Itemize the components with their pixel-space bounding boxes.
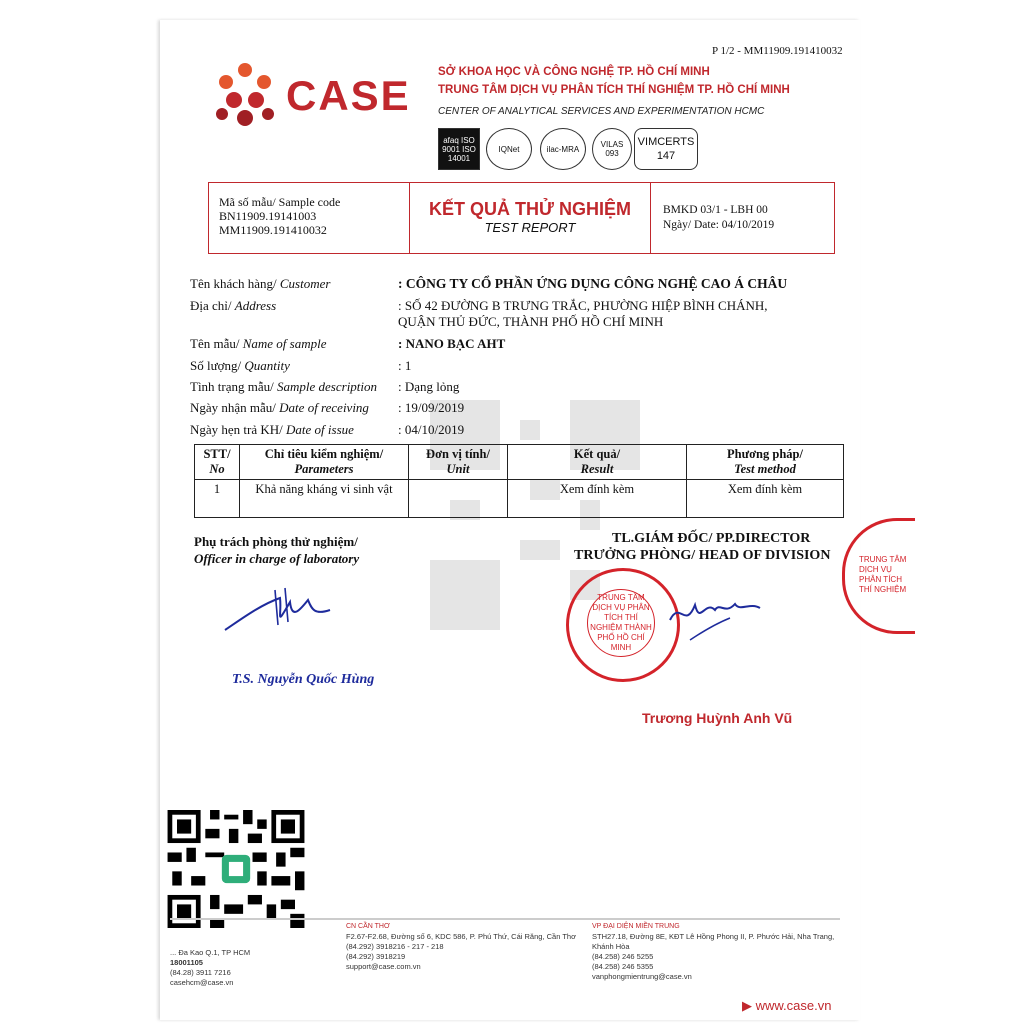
quantity-label: Số lượng/ Quantity: [190, 358, 290, 373]
address-label: Địa chỉ/ Address: [190, 298, 277, 313]
footer-central-phone: (84.258) 246 5255: [592, 952, 654, 961]
partial-stamp-text: TRUNG TÂM DỊCH VỤ PHÂN TÍCH THÍ NGHIỆM: [859, 555, 907, 594]
org-line-2: TRUNG TÂM DỊCH VỤ PHÂN TÍCH THÍ NGHIỆM TP. HỒ CHÍ MINH: [438, 84, 790, 96]
footer-col-hcm: [170, 948, 340, 988]
sample-code-label: Mã số mẫu/ Sample code: [219, 195, 341, 209]
col-header-method: Phương pháp/ Test method: [687, 445, 844, 480]
footer-hcm-email: casehcm@case.vn: [170, 978, 234, 987]
org-line-3: CENTER OF ANALYTICAL SERVICES AND EXPERIMENTATION HCMC: [438, 106, 765, 117]
address-value-2: QUẬN THỦ ĐỨC, THÀNH PHỐ HỒ CHÍ MINH: [398, 314, 664, 329]
form-code: BMKD 03/1 - LBH 00: [663, 204, 768, 216]
sample-name-value: : NANO BẠC AHT: [398, 336, 506, 351]
ilac-cert-logo: ilac-MRA: [540, 128, 586, 170]
cell-unit: [409, 480, 508, 518]
sample-code-block: [219, 195, 340, 237]
lab-officer-signature-icon: [220, 580, 340, 640]
date-receiving-value: : 19/09/2019: [398, 400, 465, 415]
partial-stamp-icon: [842, 518, 915, 634]
page-number: P 1/2 - MM11909.191410032: [712, 45, 843, 57]
footer-cantho-address: F2.67-F2.68, Đường số 6, KDC 586, P. Phú Thứ, Cái Răng, Cần Thơ: [346, 932, 576, 941]
website-link[interactable]: ▶ www.case.vn: [742, 998, 832, 1013]
footer-central-email: vanphongmientrung@case.vn: [592, 972, 692, 981]
col-header-no: STT/ No: [195, 445, 240, 480]
form-info-block: [663, 203, 774, 233]
footer-cantho-phone: (84.292) 3918216 - 217 - 218: [346, 942, 444, 951]
report-date: Ngày/ Date: 04/10/2019: [663, 219, 775, 231]
footer-hcm-address: ... Đa Kao Q.1, TP HCM: [170, 948, 251, 957]
stamp-text: TRUNG TÂM DỊCH VỤ PHÂN TÍCH THÍ NGHIỆM THÀNH PHỐ HỒ CHÍ MINH: [590, 593, 652, 652]
afaq-cert-logo: afaq ISO 9001 ISO 14001: [438, 128, 480, 170]
sample-description-label: Tình trạng mẫu/ Sample description: [190, 379, 378, 394]
footer-hotline: 18001105: [170, 958, 203, 967]
date-receiving-label: Ngày nhận mẫu/ Date of receiving: [190, 400, 369, 415]
qr-code-icon: [166, 810, 306, 928]
director-name: Trương Huỳnh Anh Vũ: [642, 710, 793, 726]
lab-officer-title-en: Officer in charge of laboratory: [194, 551, 360, 566]
cell-result: Xem đính kèm: [508, 480, 687, 518]
director-title: TL.GIÁM ĐỐC/ PP.DIRECTOR: [612, 531, 811, 546]
cell-no: 1: [195, 480, 240, 518]
cell-parameter: Khả năng kháng vi sinh vật: [240, 480, 409, 518]
report-title-vn: KẾT QUẢ THỬ NGHIỆM: [429, 199, 631, 219]
sample-description-value: : Dạng lỏng: [398, 379, 460, 394]
cell-method: Xem đính kèm: [687, 480, 844, 518]
customer-value: : CÔNG TY CỔ PHẦN ỨNG DỤNG CÔNG NGHỆ CAO Á CHÂU: [398, 276, 788, 291]
vimcerts-cert-logo: [634, 128, 698, 170]
report-title-block: [409, 183, 651, 253]
lab-officer-name: T.S. Nguyễn Quốc Hùng: [232, 672, 375, 687]
date-issue-label: Ngày hẹn trả KH/ Date of issue: [190, 422, 354, 437]
head-division-title: TRƯỞNG PHÒNG/ HEAD OF DIVISION: [574, 548, 831, 563]
iqnet-cert-logo: IQNet: [486, 128, 532, 170]
col-header-parameters: Chỉ tiêu kiểm nghiệm/ Parameters: [240, 445, 409, 480]
address-value-1: : SỐ 42 ĐƯỜNG B TRƯNG TRẮC, PHƯỜNG HIỆP BÌNH CHÁNH,: [398, 298, 768, 313]
footer-central-fax: (84.258) 246 5355: [592, 962, 654, 971]
document-page: [160, 20, 907, 1020]
brand-name: CASE: [286, 72, 411, 119]
results-table: [194, 444, 844, 518]
quantity-value: : 1: [398, 358, 412, 373]
table-header-row: [195, 445, 844, 480]
footer-cantho-fax: (84.292) 3918219: [346, 952, 406, 961]
footer-col-cantho: [346, 922, 586, 972]
footer-col-central: [592, 922, 854, 982]
footer-divider: [170, 918, 840, 920]
case-logo-icon: [212, 62, 278, 128]
vilas-cert-logo: VILAS 093: [592, 128, 632, 170]
vimcerts-label: VIMCERTS: [637, 136, 695, 148]
table-row: [195, 480, 844, 518]
footer-hcm-phone: (84.28) 3911 7216: [170, 968, 231, 977]
footer-central-address: STH27.18, Đường 8E, KĐT Lê Hồng Phong II, P. Phước Hải, Nha Trang, Khánh Hòa: [592, 932, 835, 951]
col-header-result: Kết quả/ Result: [508, 445, 687, 480]
lab-officer-title-vn: Phụ trách phòng thử nghiệm/: [194, 534, 358, 549]
footer-cantho-heading: CN CẦN THƠ: [346, 923, 390, 930]
director-signature-icon: [660, 580, 770, 650]
vimcerts-number: 147: [656, 150, 676, 162]
customer-label: Tên khách hàng/ Customer: [190, 276, 331, 291]
footer-cantho-email: support@case.com.vn: [346, 962, 421, 971]
col-header-unit: Đơn vị tính/ Unit: [409, 445, 508, 480]
sample-name-label: Tên mẫu/ Name of sample: [190, 336, 327, 351]
sample-code-2: MM11909.191410032: [219, 223, 327, 237]
org-line-1: SỞ KHOA HỌC VÀ CÔNG NGHỆ TP. HỒ CHÍ MINH: [438, 66, 710, 78]
report-header-box: [208, 182, 835, 254]
footer-central-heading: VP ĐẠI DIỆN MIỀN TRUNG: [592, 923, 680, 930]
date-issue-value: : 04/10/2019: [398, 422, 465, 437]
sample-code-1: BN11909.19141003: [219, 209, 317, 223]
report-title-en: TEST REPORT: [484, 220, 576, 235]
